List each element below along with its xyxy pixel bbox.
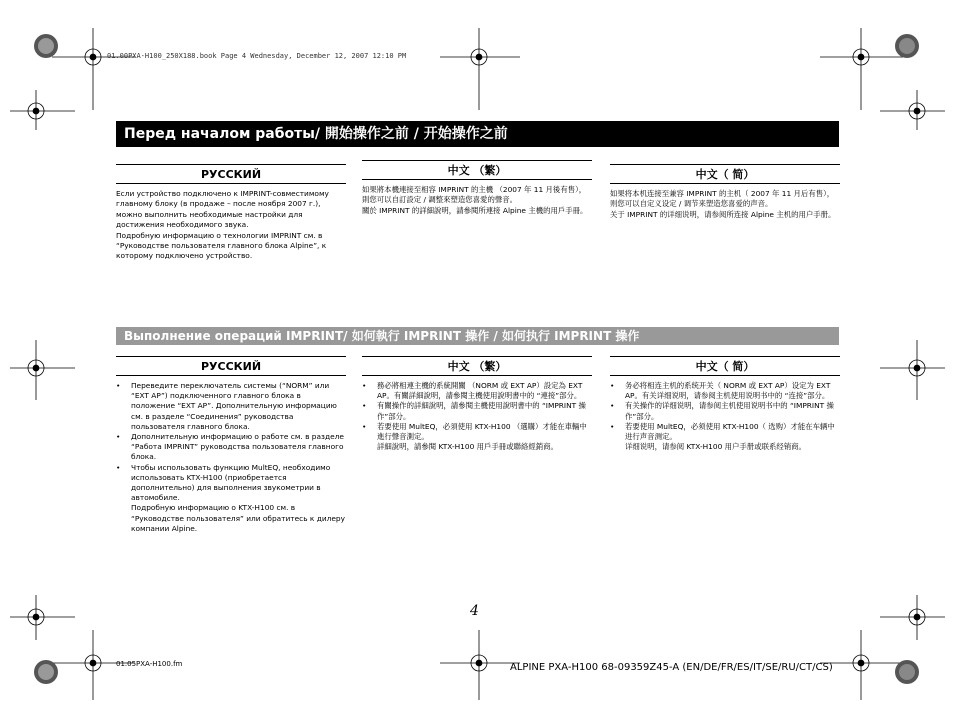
column-chinese-traditional-1 (362, 160, 592, 216)
list-item: • 有關操作的詳細說明，請參閱主機使用說明書中的 “IMPRINT 操作”部分。 (362, 401, 592, 421)
paragraph: 关于 IMPRINT 的详细说明，请参阅所连接 Alpine 主机的用户手册。 (610, 209, 836, 219)
column-heading: РУССКИЙ (116, 356, 346, 376)
paragraph: 如果將本機連接至相容 IMPRINT 的主機 （2007 年 11 月後有售），則您可以自訂設定 / 調整來塑造您喜愛的聲音。 (362, 185, 587, 205)
list-item: • 若要使用 MultEQ，必須使用 KTX-H100 （選購）才能在車輛中進行聲音測定。 詳細說明，請參閱 KTX-H100 用戶手冊或聯絡經銷商。 (362, 422, 592, 453)
list-item: • 務必將相連主機的系統開關 （NORM 或 EXT AP）設定為 EXT AP。有關詳細說明，請參閱主機使用說明書中的 “連接”部分。 (362, 381, 592, 401)
list-item: • 务必将相连主机的系统开关（ NORM 或 EXT AP）设定为 EXT AP。有关详细说明，请参阅主机使用说明书中的 “连接”部分。 (610, 381, 840, 401)
paragraph: Если устройство подключено к IMPRINT-совместимому главному блоку (в продаже – после ноября 2007 г.), можно выполнить необходимые настройки для достижения необходимого звука. (116, 189, 329, 230)
column-chinese-simplified-1 (610, 164, 840, 220)
book-meta-header: 01.00PXA-H100_250X188.book Page 4 Wednesday, December 12, 2007 12:10 PM (107, 52, 407, 60)
section-title-imprint-operation: Выполнение операций IMPRINT/ 如何執行 IMPRINT 操作 / 如何执行 IMPRINT 操作 (116, 327, 839, 345)
paragraph: 如果将本机连接至兼容 IMPRINT 的主机（ 2007 年 11 月后有售），则您可以自定义设定 / 调节来塑造您喜爱的声音。 (610, 189, 835, 209)
column-heading: 中文（ 简） (610, 164, 840, 184)
footer-model-code: ALPINE PXA-H100 68-09359Z45-A (EN/DE/FR/ES/IT/SE/RU/CT/CS) (510, 662, 833, 673)
column-russian-2 (116, 356, 346, 534)
page-number: 4 (470, 603, 479, 619)
section-title-before-operating: Перед началом работы/ 開始操作之前 / 开始操作之前 (116, 121, 839, 147)
column-chinese-traditional-2 (362, 356, 592, 452)
list-item: • Чтобы использовать функцию MultEQ, необходимо использовать KTX-H100 (приобретается дополнительно) для выполнения звукометрии в автомобиле. Подробную информацию о KTX-H100 см. в “Руководстве пользователя” или обратитесь к дилеру компании Alpine. (116, 463, 346, 534)
paragraph: 關於 IMPRINT 的詳細說明，請參閱所連接 Alpine 主機的用戶手冊。 (362, 205, 588, 215)
paragraph: Подробную информацию о технологии IMPRINT см. в “Руководстве пользователя главного блока Alpine”, к которому подключено устройство. (116, 230, 327, 261)
list-item: • Переведите переключатель системы (“NORM” или “EXT AP”) подключенного главного блока в положение “EXT AP”. Дополнительную информацию см. в разделе “Соединения” руководства пользователя главного блока. (116, 381, 346, 432)
column-heading: 中文 （繁） (362, 356, 592, 376)
column-heading: 中文 （繁） (362, 160, 592, 180)
column-chinese-simplified-2 (610, 356, 840, 452)
list-item: • 若要使用 MultEQ，必须使用 KTX-H100（ 选购）才能在车辆中进行声音测定。 详细说明，请参阅 KTX-H100 用户手册或联系经销商。 (610, 422, 840, 453)
footer-filename: 01.05PXA-H100.fm (116, 660, 183, 668)
column-heading: РУССКИЙ (116, 164, 346, 184)
column-heading: 中文（ 简） (610, 356, 840, 376)
list-item: • 有关操作的详细说明，请参阅主机使用说明书中的 “IMPRINT 操作”部分。 (610, 401, 840, 421)
list-item: • Дополнительную информацию о работе см. в разделе “Работа IMPRINT” руководства пользователя главного блока. (116, 432, 346, 463)
column-russian-1 (116, 164, 346, 262)
